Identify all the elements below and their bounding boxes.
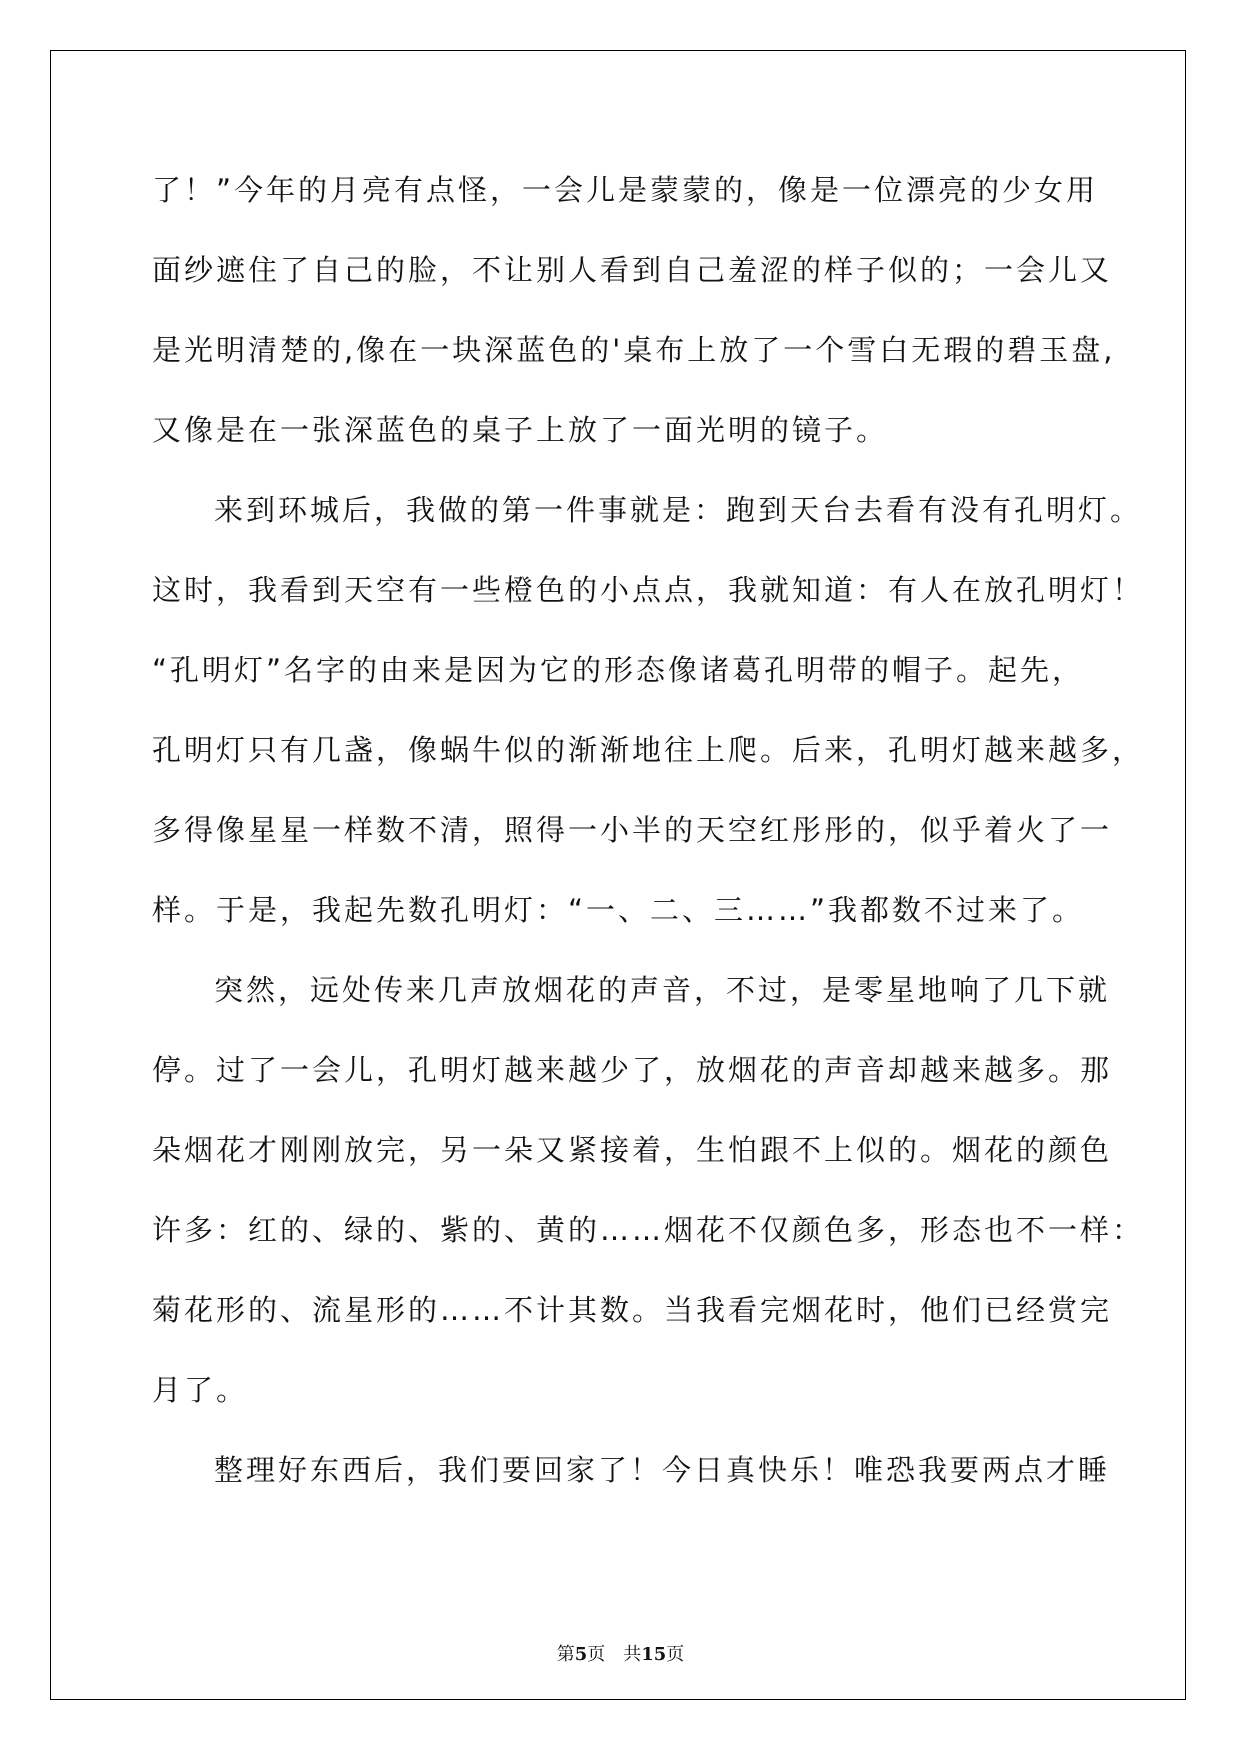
page-current: 5 xyxy=(574,1644,588,1665)
text-line: 这时，我看到天空有一些橙色的小点点，我就知道：有人在放孔明灯！ xyxy=(152,573,1145,607)
text-line: 朵烟花才刚刚放完，另一朵又紧接着，生怕跟不上似的。烟花的颜色 xyxy=(152,1133,1113,1167)
text-line: 来到环城后，我做的第一件事就是：跑到天台去看有没有孔明灯。 xyxy=(214,493,1143,527)
text-line: 整理好东西后，我们要回家了！今日真快乐！唯恐我要两点才睡 xyxy=(214,1453,1111,1487)
text-line: 了！”今年的月亮有点怪，一会儿是蒙蒙的，像是一位漂亮的少女用 xyxy=(152,173,1099,207)
text-line: 突然，远处传来几声放烟花的声音，不过，是零星地响了几下就 xyxy=(214,973,1111,1007)
text-line: “孔明灯”名字的由来是因为它的形态像诸葛孔明带的帽子。起先， xyxy=(152,653,1085,687)
total-suffix: 页 xyxy=(666,1644,685,1665)
text-line: 停。过了一会儿，孔明灯越来越少了，放烟花的声音却越来越多。那 xyxy=(152,1053,1113,1087)
text-line: 是光明清楚的,像在一块深蓝色的'桌布上放了一个雪白无瑕的碧玉盘, xyxy=(152,333,1116,367)
total-prefix: 共 xyxy=(623,1644,642,1665)
text-line: 孔明灯只有几盏，像蜗牛似的渐渐地往上爬。后来，孔明灯越来越多， xyxy=(152,733,1145,767)
page-footer xyxy=(0,1640,1241,1666)
text-line: 菊花形的、流星形的……不计其数。当我看完烟花时，他们已经赏完 xyxy=(152,1293,1113,1327)
text-line: 月了。 xyxy=(152,1373,249,1407)
text-line: 面纱遮住了自己的脸，不让别人看到自己羞涩的样子似的；一会儿又 xyxy=(152,253,1113,287)
text-line: 许多：红的、绿的、紫的、黄的……烟花不仅颜色多，形态也不一样： xyxy=(152,1213,1145,1247)
page-prefix: 第 xyxy=(556,1644,575,1665)
text-line: 又像是在一张深蓝色的桌子上放了一面光明的镜子。 xyxy=(152,413,889,447)
page-total: 15 xyxy=(641,1644,667,1665)
document-body xyxy=(152,164,1145,1524)
text-line: 样。于是，我起先数孔明灯：“一、二、三……”我都数不过来了。 xyxy=(152,893,1085,927)
text-line: 多得像星星一样数不清，照得一小半的天空红彤彤的，似乎着火了一 xyxy=(152,813,1113,847)
page-suffix: 页 xyxy=(587,1644,606,1665)
